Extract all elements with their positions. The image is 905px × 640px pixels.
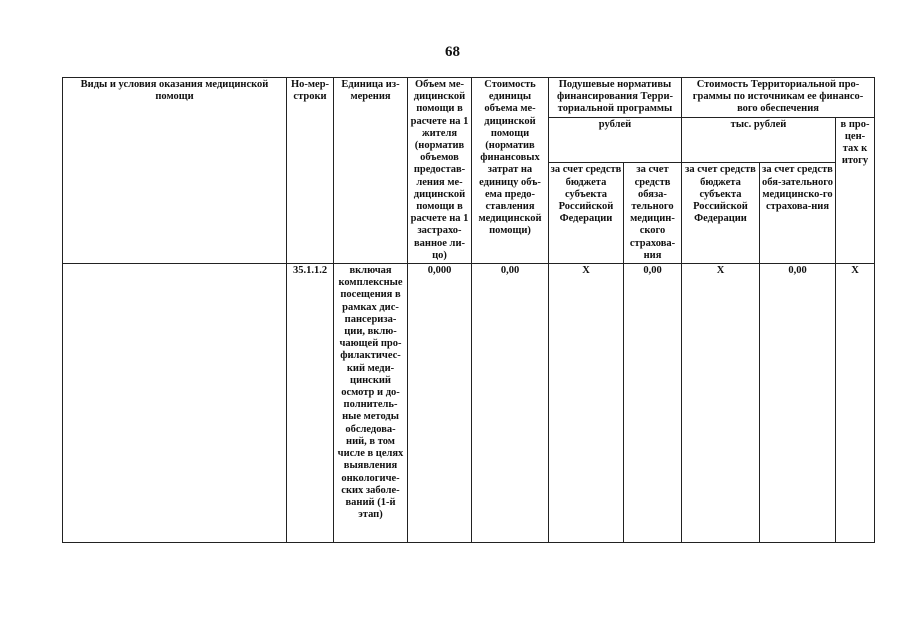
cell-per-capita-oms: 0,00 [624,264,682,543]
header-kind: Виды и условия оказания медицинской помощи [63,78,287,264]
cell-cost-oms: 0,00 [760,264,836,543]
header-unit: Единица из-мерения [334,78,408,264]
header-per-capita-budget: за счет средств бюджета субъекта Российской Федерации [549,163,624,264]
cell-unit: включая комплексные посещения в рамках дис-пансериза-ции, вклю-чающей про-филактичес-кий меди-цинский осмотр и до-полнитель-ные методы обследова-ний, в том числе в целях выявления онкологиче-ских заболе-ваний (1-й этап) [334,264,408,543]
header-per-capita: Подушевые нормативы финансирования Терри-ториальной программы [549,78,682,118]
header-cost-budget: за счет средств бюджета субъекта Российской Федерации [682,163,760,264]
cell-volume: 0,000 [408,264,472,543]
cell-cost-budget: X [682,264,760,543]
header-per-capita-unit: рублей [549,117,682,163]
header-cost-unit: тыс. рублей [682,117,836,163]
cell-kind [63,264,287,543]
medical-care-table [62,77,875,543]
header-per-capita-oms: за счет средств обяза-тельного медицин-ского страхова-ния [624,163,682,264]
cell-row-number: 35.1.1.2 [287,264,334,543]
header-cost: Стоимость Территориальной про-граммы по источникам ее финансо-вого обеспечения [682,78,875,118]
header-row-number: Но-мер-строки [287,78,334,264]
cell-unit-cost: 0,00 [472,264,549,543]
cell-per-capita-budget: X [549,264,624,543]
header-unit-cost: Стоимость единицы объема ме-дицинской помощи (норматив финансовых затрат на единицу объ-ема предо-ставления медицинской помощи) [472,78,549,264]
header-cost-percent: в про-цен-тах к итогу [836,117,875,263]
table-row [63,264,875,543]
cell-cost-percent: X [836,264,875,543]
header-row-1 [63,78,875,118]
header-cost-oms: за счет средств обя-зательного медицинско-го страхова-ния [760,163,836,264]
header-volume: Объем ме-дицинской помощи в расчете на 1 жителя (норматив объемов предостав-ления ме-дицинской помощи в расчете на 1 застрахо-ванное ли-цо) [408,78,472,264]
page-number: 68 [445,44,460,60]
